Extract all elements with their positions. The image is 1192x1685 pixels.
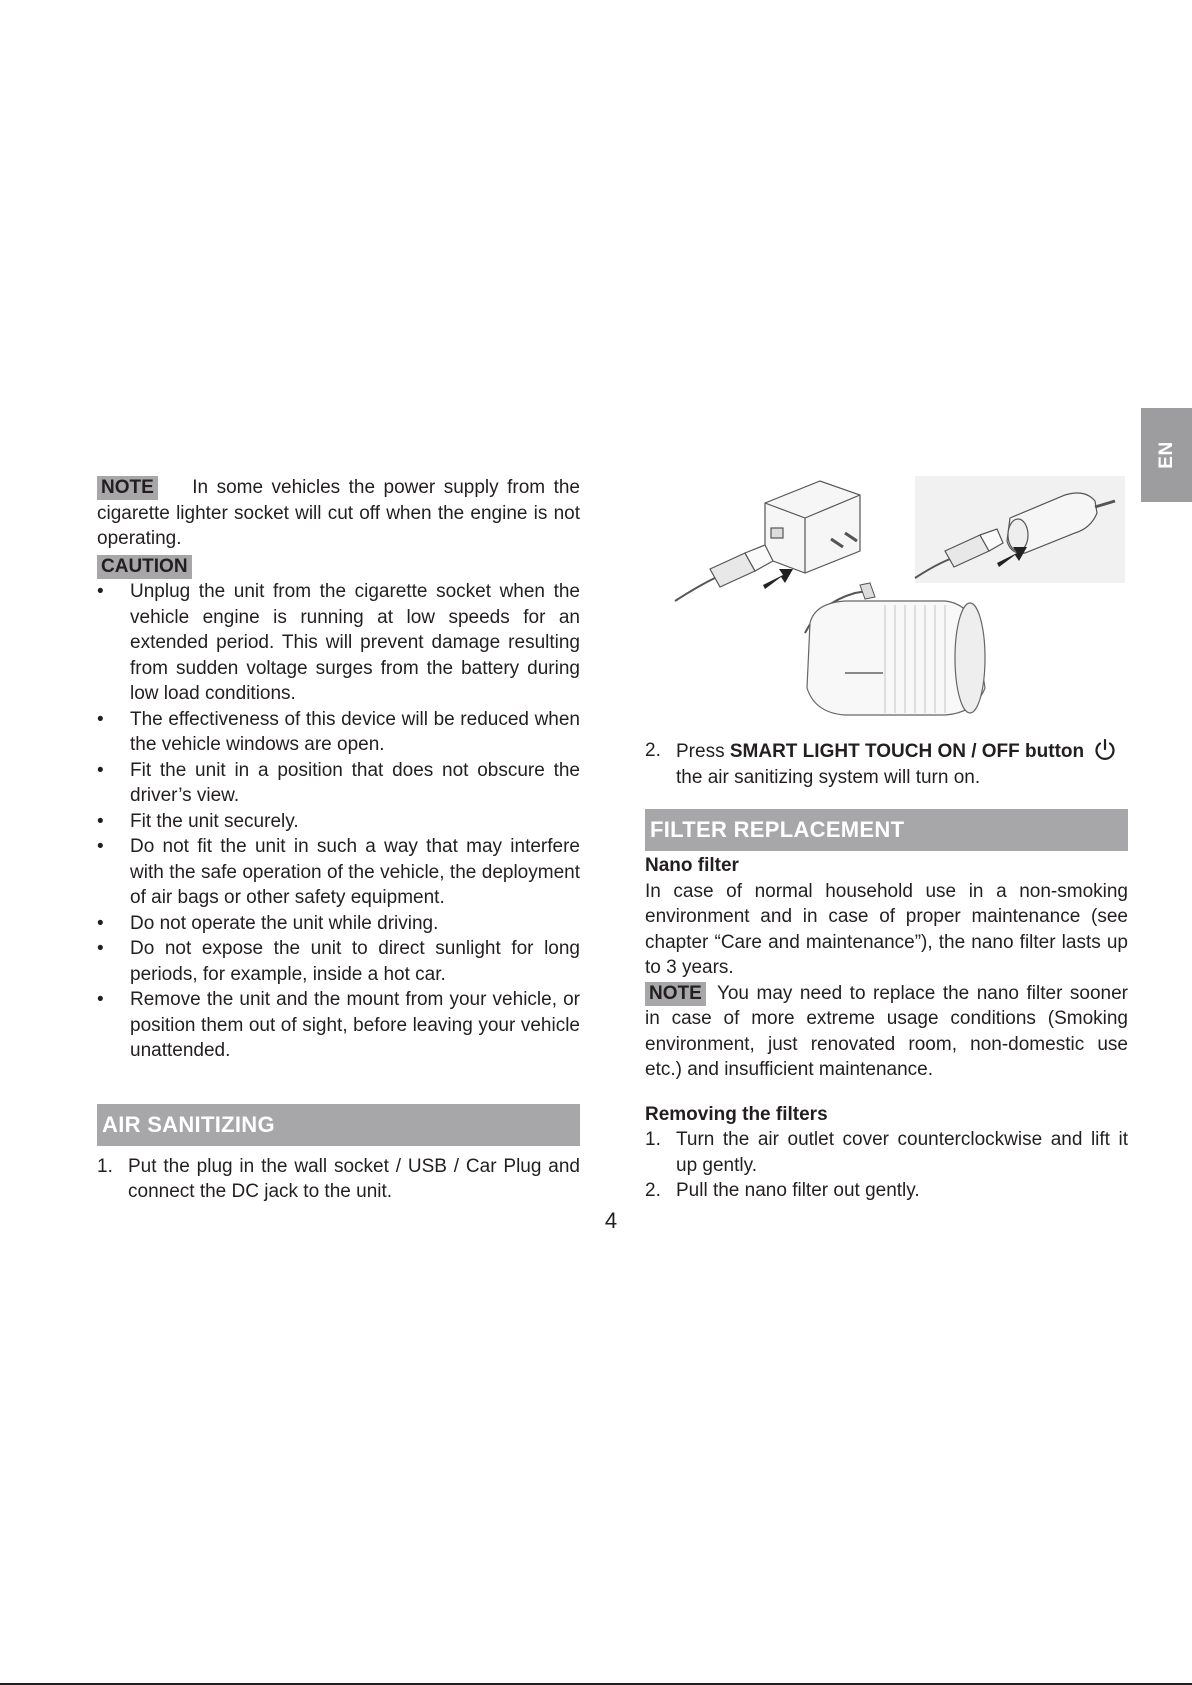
step-number: 2. — [645, 1180, 661, 1201]
note-tag: NOTE — [645, 982, 706, 1006]
list-item: • Do not expose the unit to direct sunlight for long periods, for example, inside a hot car. — [97, 936, 580, 987]
step-number: 1. — [645, 1129, 661, 1150]
step-item — [645, 1178, 1128, 1204]
list-item: • Do not fit the unit in such a way that may interfere with the safe operation of the vehicle, the deployment of air bags or other safety equipment. — [97, 834, 580, 911]
note-text: In some vehicles the power supply from the cigarette lighter socket will cut off when the engine is not operating. — [97, 477, 581, 549]
step-button-name: SMART LIGHT TOUCH ON / OFF button — [729, 741, 1085, 762]
caution-heading — [97, 554, 580, 580]
step-text-prefix: Press — [676, 741, 725, 762]
right-column — [645, 473, 1128, 1204]
step-text: Turn the air outlet cover counterclockwise and lift it up gently. — [676, 1129, 1128, 1176]
caution-list — [97, 579, 580, 1064]
note-text: You may need to replace the nano filter sooner in case of more extreme usage conditions (Smoking environment, just renovated room, non-domestic use etc.) and insufficient maintenance. — [645, 982, 1128, 1080]
air-sanitizing-steps-continued — [645, 738, 1128, 790]
air-sanitizing-header: AIR SANITIZING — [97, 1104, 580, 1146]
left-column — [97, 475, 580, 1205]
step-item — [97, 1154, 580, 1205]
step-number: 2. — [645, 740, 661, 761]
note-tag: NOTE — [97, 476, 158, 500]
power-icon — [1093, 738, 1117, 762]
note-paragraph — [645, 981, 1128, 1083]
air-sanitizer-unit-drawing — [807, 601, 985, 715]
filter-replacement-header: FILTER REPLACEMENT — [645, 809, 1128, 851]
list-item: • Remove the unit and the mount from your vehicle, or position them out of sight, before leaving your vehicle unattended. — [97, 987, 580, 1064]
note-paragraph — [97, 475, 580, 552]
list-item: • Unplug the unit from the cigarette socket when the vehicle engine is running at low speeds for an extended period. This will prevent damage resulting from sudden voltage surges from the battery during low load conditions. — [97, 579, 580, 707]
removing-filters-title: Removing the filters — [645, 1103, 828, 1125]
step-item — [645, 1127, 1128, 1178]
list-item: • Do not operate the unit while driving. — [97, 911, 580, 937]
page-number: 4 — [604, 1208, 618, 1233]
step-text: Put the plug in the wall socket / USB / Car Plug and connect the DC jack to the unit. — [128, 1155, 580, 1202]
language-tab-label: EN — [1155, 441, 1177, 469]
device-illustration — [645, 473, 1128, 735]
language-tab — [1141, 408, 1192, 502]
list-item: • Fit the unit securely. — [97, 809, 580, 835]
nano-filter-title: Nano filter — [645, 855, 739, 876]
dc-jack-drawing — [860, 583, 875, 599]
list-item: • The effectiveness of this device will be reduced when the vehicle windows are open. — [97, 707, 580, 758]
arrow-icon — [763, 569, 793, 589]
removing-filters-steps — [645, 1127, 1128, 1204]
wall-adapter-drawing — [765, 481, 860, 573]
caution-tag: CAUTION — [97, 555, 192, 579]
usb-cable-left-drawing — [675, 545, 773, 601]
list-item: • Fit the unit in a position that does not obscure the driver’s view. — [97, 758, 580, 809]
nano-filter-text: In case of normal household use in a non-smoking environment and in case of proper maintenance (see chapter “Care and maintenance”), the nano filter lasts up to 3 years. — [645, 880, 1128, 978]
air-sanitizing-steps — [97, 1154, 580, 1205]
adapter-illustration — [645, 473, 1128, 735]
step-text-suffix: the air sanitizing system will turn on. — [676, 766, 981, 788]
step-text: Pull the nano filter out gently. — [676, 1180, 920, 1201]
step-number: 1. — [97, 1155, 113, 1177]
step-item — [645, 738, 1128, 790]
